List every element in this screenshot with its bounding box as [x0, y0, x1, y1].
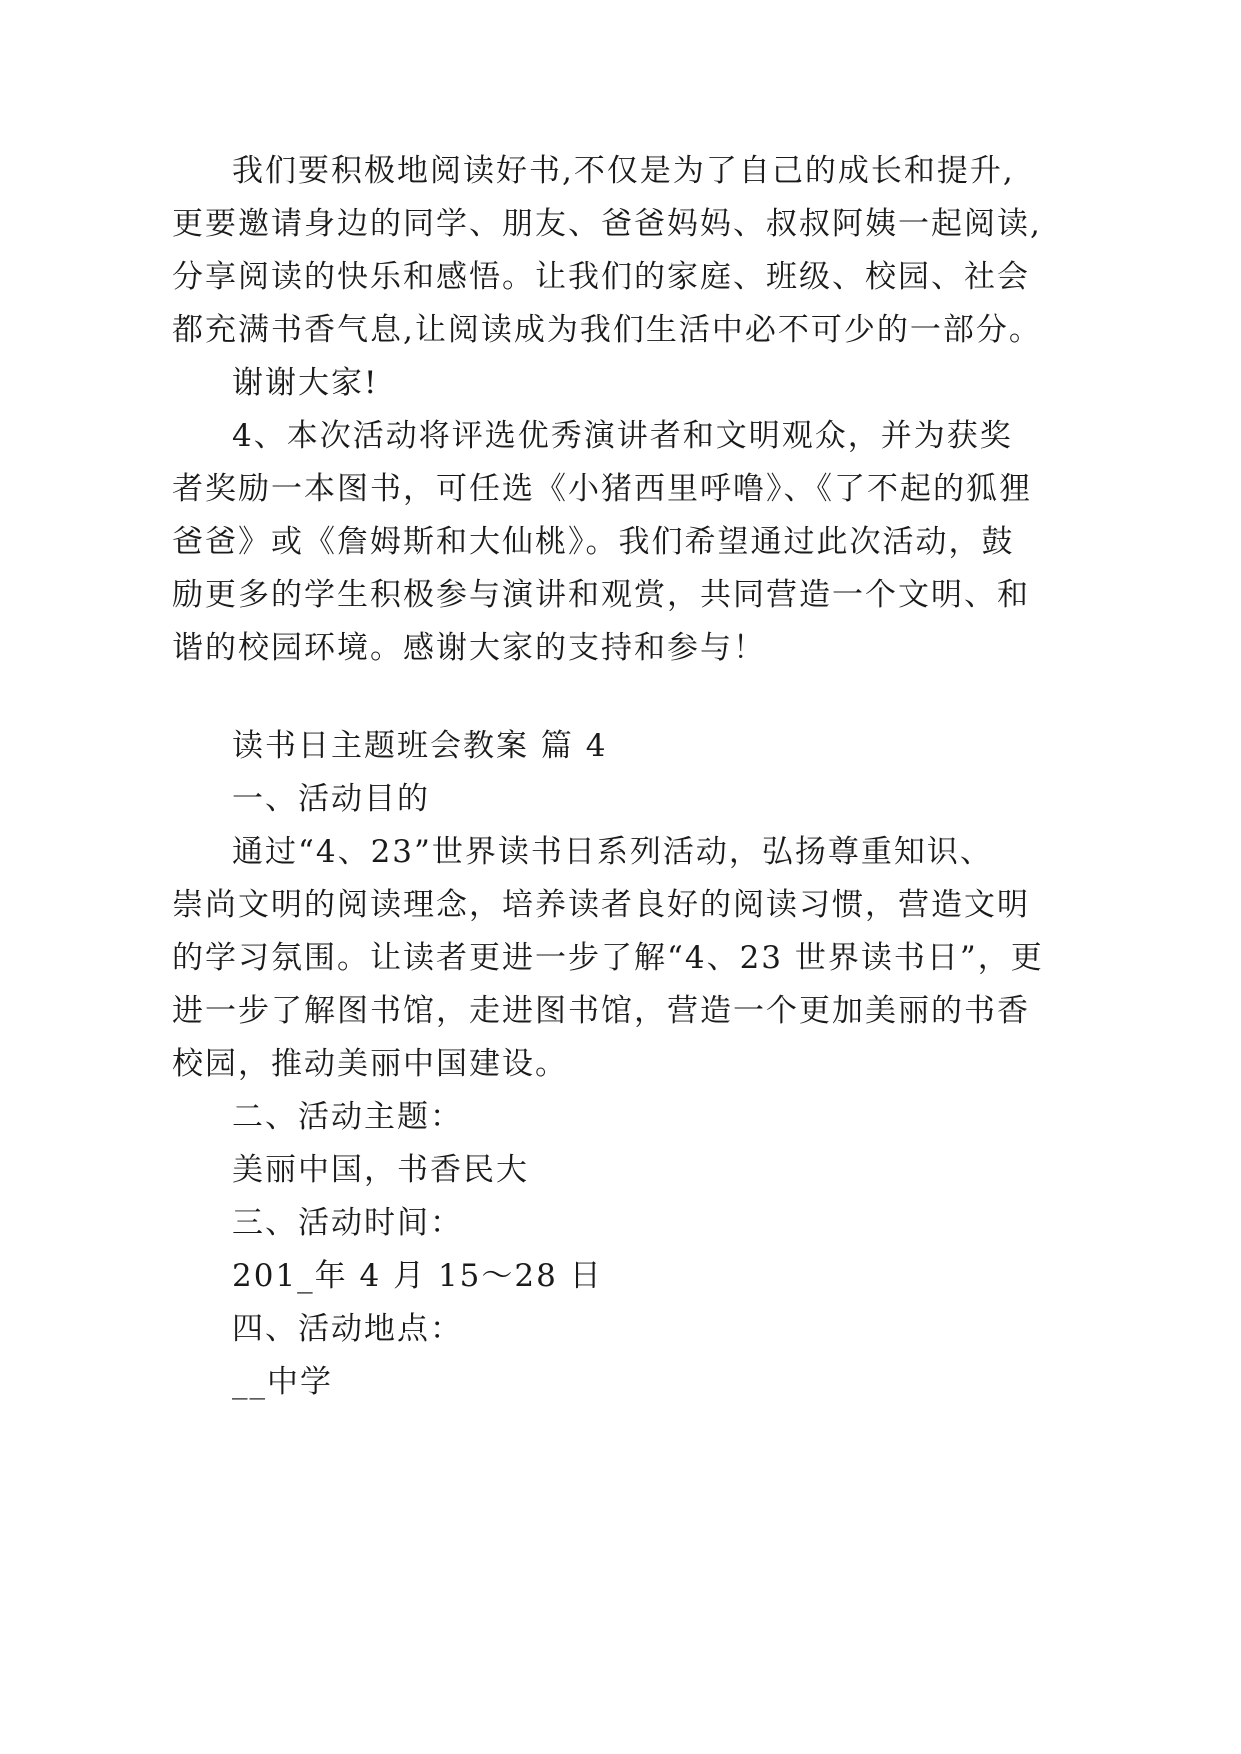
paragraph-line: 谐的校园环境。感谢大家的支持和参与！	[172, 630, 766, 666]
time-text: 201_年 4 月 15～28 日	[232, 1258, 603, 1294]
place-text: __中学	[232, 1364, 333, 1400]
thanks-line: 谢谢大家!	[232, 365, 379, 401]
paragraph-line: 者奖励一本图书，可任选《小猪西里呼噜》、《了不起的狐狸	[172, 471, 1032, 507]
heading-time: 三、活动时间：	[232, 1205, 463, 1241]
paragraph-line: 校园，推动美丽中国建设。	[172, 1046, 568, 1082]
heading-purpose: 一、活动目的	[232, 781, 430, 817]
heading-place: 四、活动地点：	[232, 1311, 463, 1347]
paragraph-line: 分享阅读的快乐和感悟。让我们的家庭、班级、校园、社会	[172, 259, 1030, 295]
paragraph-line: 的学习氛围。让读者更进一步了解“4、23 世界读书日”，更	[172, 940, 1044, 976]
heading-theme: 二、活动主题：	[232, 1099, 463, 1135]
paragraph-line: 我们要积极地阅读好书,不仅是为了自己的成长和提升,	[232, 153, 1015, 189]
paragraph-line: 崇尚文明的阅读理念，培养读者良好的阅读习惯，营造文明	[172, 887, 1030, 923]
paragraph-line: 都充满书香气息,让阅读成为我们生活中必不可少的一部分。	[172, 312, 1042, 348]
paragraph-line: 通过“4、23”世界读书日系列活动，弘扬尊重知识、	[232, 834, 993, 870]
paragraph-line: 4、本次活动将评选优秀演讲者和文明观众，并为获奖	[232, 418, 1013, 454]
paragraph-line: 更要邀请身边的同学、朋友、爸爸妈妈、叔叔阿姨一起阅读,	[172, 206, 1042, 242]
paragraph-line: 爸爸》或《詹姆斯和大仙桃》。我们希望通过此次活动，鼓	[172, 524, 1015, 560]
paragraph-line: 励更多的学生积极参与演讲和观赏，共同营造一个文明、和	[172, 577, 1030, 613]
theme-text: 美丽中国，书香民大	[232, 1152, 529, 1188]
section-title: 读书日主题班会教案 篇 4	[232, 728, 608, 764]
paragraph-line: 进一步了解图书馆，走进图书馆，营造一个更加美丽的书香	[172, 993, 1030, 1029]
